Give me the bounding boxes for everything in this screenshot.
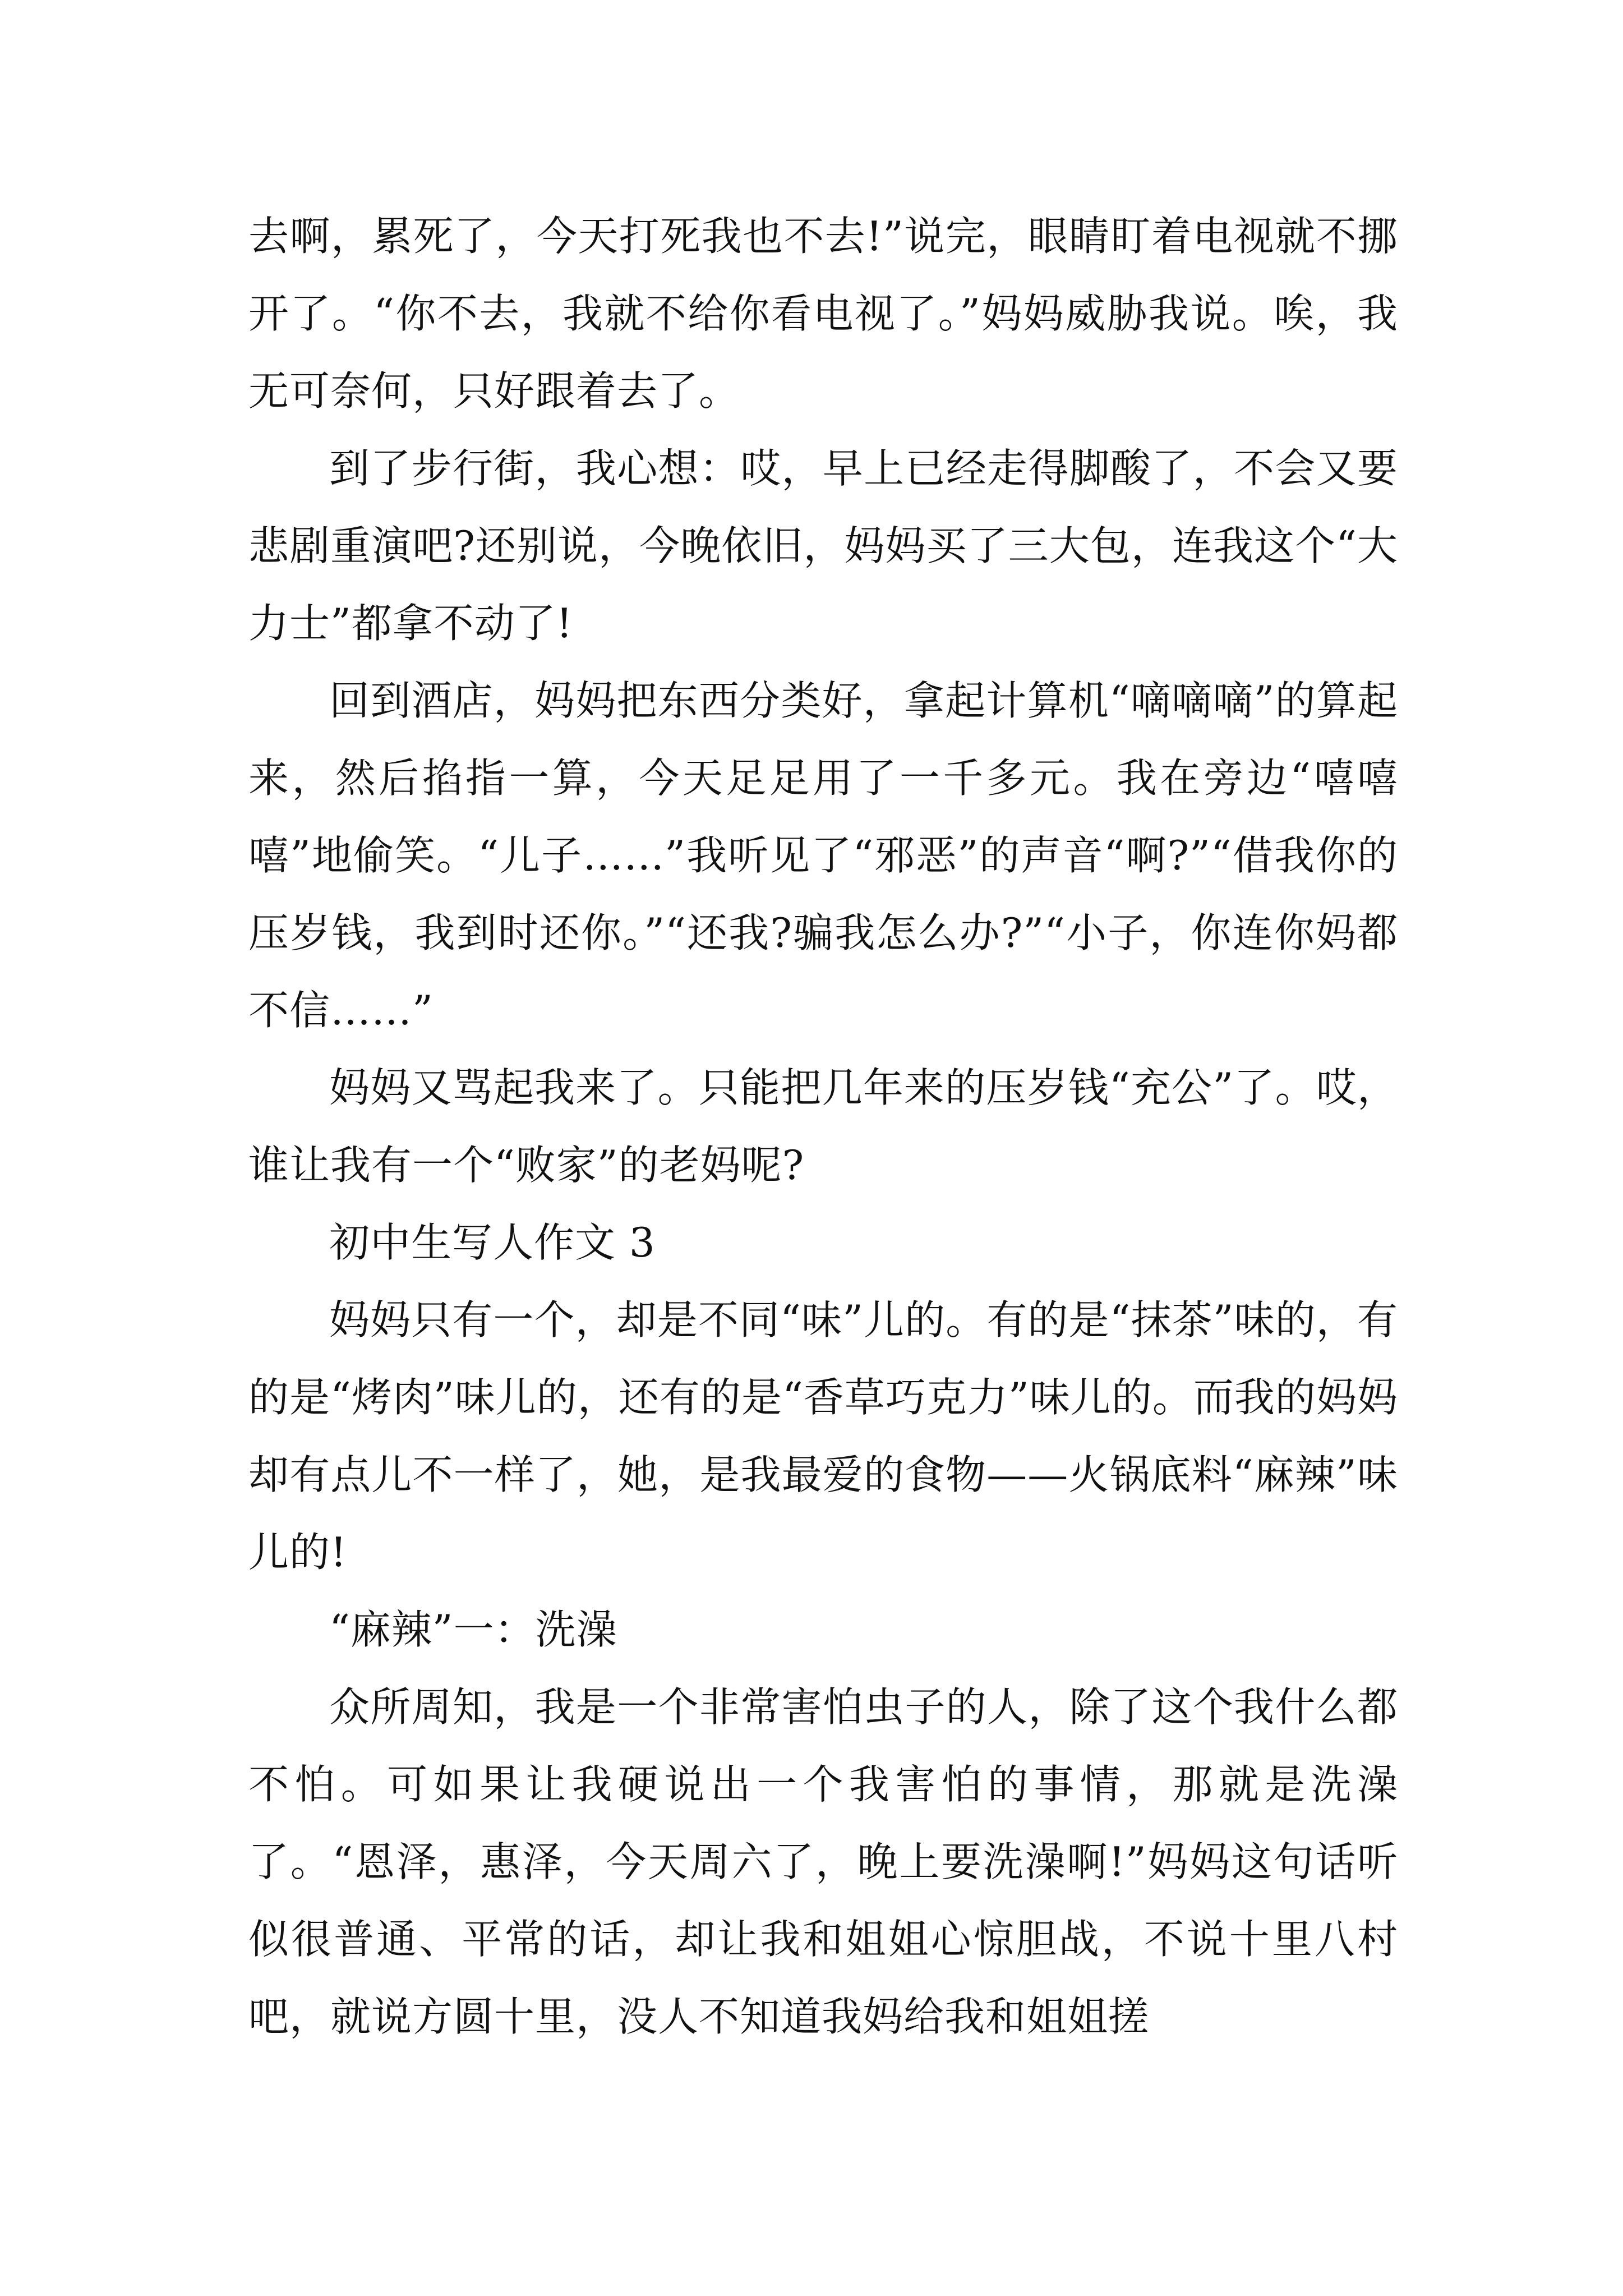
section-title-essay-3: 初中生写人作文 3 bbox=[329, 1219, 656, 1266]
paragraph-1: 去啊，累死了，今天打死我也不去!”说完，眼睛盯着电视就不挪开了。“你不去，我就不给你看电视了。”妈妈威胁我说。唉，我无可奈何，只好跟着去了。 bbox=[248, 213, 1398, 415]
paragraph-4: 妈妈又骂起我来了。只能把几年来的压岁钱“充公”了。哎，谁让我有一个“败家”的老妈呢? bbox=[248, 1064, 1398, 1189]
subsection-title-bath: “麻辣”一：洗澡 bbox=[329, 1606, 617, 1653]
document-body bbox=[248, 197, 1398, 2055]
paragraph-6: 众所周知，我是一个非常害怕虫子的人，除了这个我什么都不怕。可如果让我硬说出一个我害怕的事情，那就是洗澡了。“恩泽，惠泽，今天周六了，晚上要洗澡啊!”妈妈这句话听似很普通、平常的话，却让我和姐姐心惊胆战，不说十里八村吧，就说方圆十里，没人不知道我妈给我和姐姐搓 bbox=[248, 1683, 1398, 2040]
paragraph-5: 妈妈只有一个，却是不同“味”儿的。有的是“抹茶”味的，有的是“烤肉”味儿的，还有的是“香草巧克力”味儿的。而我的妈妈却有点儿不一样了，她，是我最爱的食物——火锅底料“麻辣”味儿的! bbox=[248, 1296, 1398, 1576]
paragraph-3: 回到酒店，妈妈把东西分类好，拿起计算机“嘀嘀嘀”的算起来，然后掐指一算，今天足足用了一千多元。我在旁边“嘻嘻嘻”地偷笑。“儿子……”我听见了“邪恶”的声音“啊?”“借我你的压岁钱，我到时还你。”“还我?骗我怎么办?”“小子，你连你妈都不信……” bbox=[248, 677, 1398, 1034]
paragraph-2: 到了步行街，我心想：哎，早上已经走得脚酸了，不会又要悲剧重演吧?还别说，今晚依旧，妈妈买了三大包，连我这个“大力士”都拿不动了! bbox=[248, 445, 1398, 647]
